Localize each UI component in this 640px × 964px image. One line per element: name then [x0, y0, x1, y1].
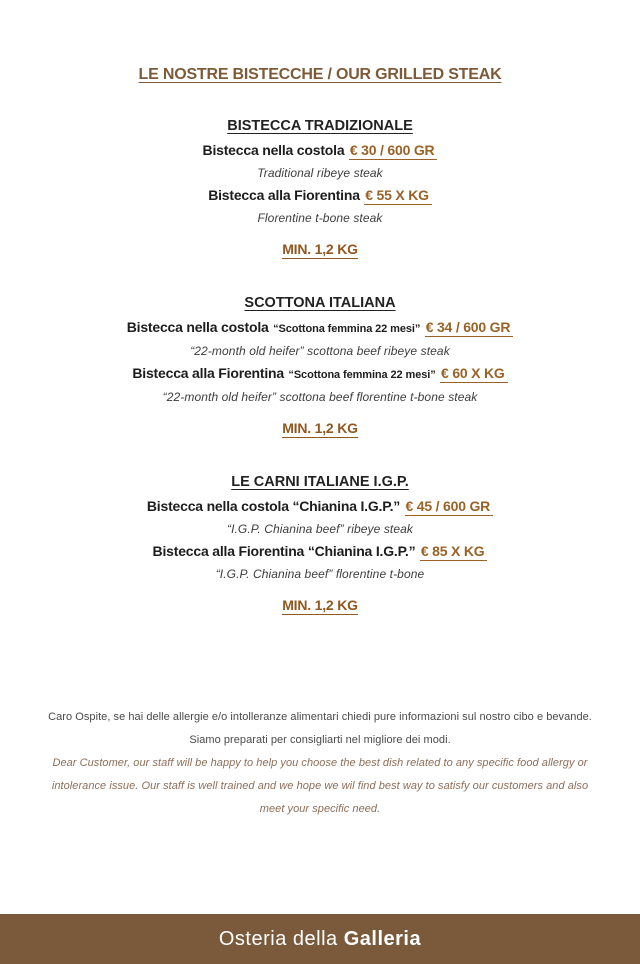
allergy-notice-english: Dear Customer, our staff will be happy to help you choose the best dish related to any specific food allergy or intolerance issue. Our staff is well trained and we hope we wil find best way to satisfy our customers and also meet your specific need.	[51, 757, 589, 815]
menu-item	[0, 365, 640, 383]
allergy-notice-italian-line1: Caro Ospite, se hai delle allergie e/o intolleranze alimentari chiedi pure informazioni sul nostro cibo e bevande.	[48, 711, 592, 723]
minimum-weight-note: MIN. 1,2 KG	[282, 597, 358, 613]
section-heading: LE CARNI ITALIANE I.G.P.	[231, 474, 409, 490]
section-carni-italiane-igp	[0, 474, 640, 615]
item-description: “I.G.P. Chianina beef” florentine t-bone	[215, 567, 425, 581]
menu-item	[0, 142, 640, 159]
menu-item	[0, 498, 640, 515]
item-price: € 45 / 600 GR	[405, 498, 494, 516]
allergy-notice-italian-line2: Siamo preparati per consigliarti nel migliore dei modi.	[189, 734, 451, 746]
footer-bar	[0, 914, 640, 964]
item-price: € 34 / 600 GR	[425, 319, 514, 337]
section-bistecca-tradizionale	[0, 118, 640, 259]
allergy-notice	[48, 706, 593, 821]
minimum-weight-line	[0, 588, 640, 615]
item-name: Bistecca nella costola “Chianina I.G.P.”	[146, 498, 401, 514]
item-price: € 55 X KG	[364, 187, 432, 205]
menu-page	[0, 66, 640, 964]
minimum-weight-line	[0, 411, 640, 438]
item-description: “22-month old heifer” scottona beef florentine t-bone steak	[162, 390, 478, 404]
item-price: € 60 X KG	[440, 365, 508, 383]
item-price: € 85 X KG	[420, 543, 488, 561]
minimum-weight-note: MIN. 1,2 KG	[282, 241, 358, 257]
item-price: € 30 / 600 GR	[349, 142, 438, 160]
item-description: Florentine t-bone steak	[257, 211, 383, 225]
menu-item	[0, 187, 640, 204]
item-name: Bistecca alla Fiorentina	[132, 365, 284, 381]
brand-name	[219, 928, 421, 951]
item-name: Bistecca nella costola	[126, 319, 269, 335]
minimum-weight-note: MIN. 1,2 KG	[282, 420, 358, 436]
minimum-weight-line	[0, 232, 640, 259]
menu-item	[0, 319, 640, 337]
item-qualifier: “Scottona femmina 22 mesi”	[273, 323, 421, 335]
section-heading: BISTECCA TRADIZIONALE	[227, 118, 413, 134]
section-scottona-italiana	[0, 295, 640, 438]
item-qualifier: “Scottona femmina 22 mesi”	[288, 369, 436, 381]
item-description: “22-month old heifer” scottona beef ribeye steak	[190, 344, 450, 358]
menu-item	[0, 543, 640, 560]
item-name: Bistecca alla Fiorentina	[208, 187, 360, 203]
brand-name-bold: Galleria	[343, 927, 422, 950]
item-name: Bistecca nella costola	[202, 142, 345, 158]
brand-name-light: Osteria della	[218, 927, 338, 950]
item-name: Bistecca alla Fiorentina “Chianina I.G.P.”	[152, 543, 416, 559]
page-title: LE NOSTRE BISTECCHE / OUR GRILLED STEAK	[138, 66, 502, 83]
section-heading: SCOTTONA ITALIANA	[244, 295, 396, 311]
item-description: Traditional ribeye steak	[257, 166, 383, 180]
item-description: “I.G.P. Chianina beef” ribeye steak	[226, 522, 414, 536]
